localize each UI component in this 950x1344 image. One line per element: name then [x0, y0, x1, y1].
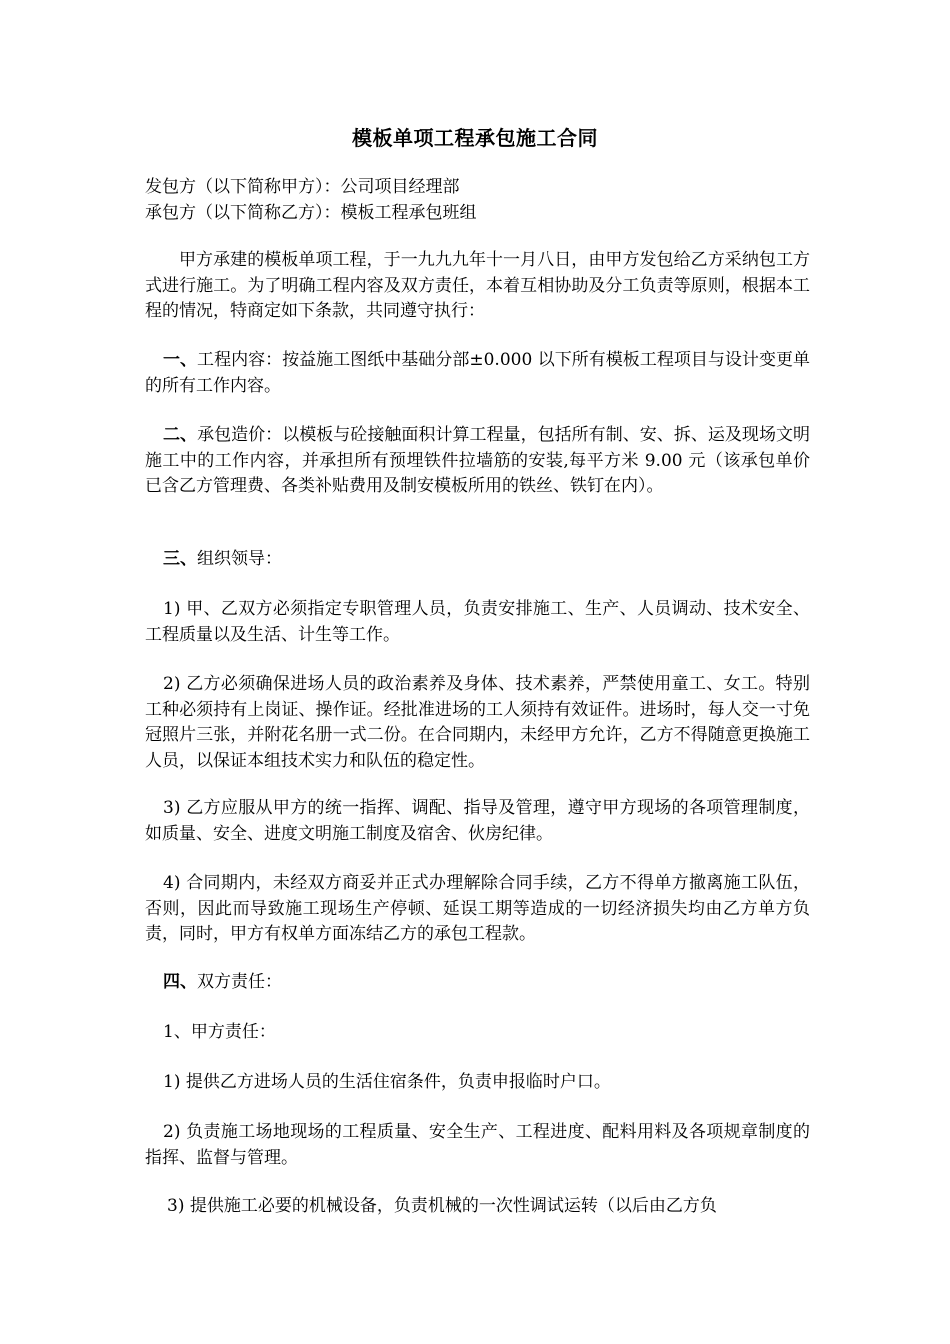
section-3-heading-line	[145, 547, 810, 573]
sub-heading: 1、甲方责任：	[163, 1022, 276, 1042]
section-3-text: 组织领导：	[197, 549, 282, 569]
section-1-heading: 一、	[163, 350, 198, 370]
party-a-line: 发包方（以下简称甲方）：公司项目经理部	[145, 177, 460, 197]
list-item: 3) 提供施工必要的机械设备，负责机械的一次性调试运转（以后由乙方负	[167, 1196, 717, 1216]
section-4-heading-line	[145, 970, 810, 996]
list-item: 1) 提供乙方进场人员的生活住宿条件，负责申报临时户口。	[163, 1072, 611, 1092]
section-2-text: 承包造价：以模板与砼接触面积计算工程量，包括所有制、安、拆、运及现场文明施工中的工作内容，并承担所有预埋铁件拉墙筋的安装,每平方米 9.00 元（该承包单价已含乙方管理费、各类补贴费用及制安模板所用的铁丝、铁钉在内）。	[145, 425, 811, 496]
list-item: 2) 负责施工场地现场的工程质量、安全生产、工程进度、配料用料及各项规章制度的指挥、监督与管理。	[145, 1122, 810, 1168]
section-3-item-3	[145, 796, 810, 847]
section-2-heading: 二、	[163, 425, 198, 445]
section-4-text: 双方责任：	[197, 972, 282, 992]
section-4-sub-1	[145, 1020, 810, 1046]
section-1	[145, 348, 810, 399]
intro-text: 甲方承建的模板单项工程，于一九九九年十一月八日，由甲方发包给乙方采纳包工方式进行施工。为了明确工程内容及双方责任，本着互相协助及分工负责等原则，根据本工程的情况，特商定如下条款，共同遵守执行：	[145, 250, 810, 321]
section-3	[145, 547, 810, 573]
section-2	[145, 423, 810, 500]
section-1-paragraph	[145, 348, 810, 399]
list-item: 3) 乙方应服从甲方的统一指挥、调配、指导及管理，遵守甲方现场的各项管理制度，如质量、安全、进度文明施工制度及宿舍、伙房纪律。	[145, 798, 810, 844]
list-item: 4) 合同期内，未经双方商妥并正式办理解除合同手续，乙方不得单方撤离施工队伍，否则，因此而导致施工现场生产停顿、延误工期等造成的一切经济损失均由乙方单方负责，同时，甲方有权单方面冻结乙方的承包工程款。	[145, 873, 810, 944]
party-b-line: 承包方（以下简称乙方）：模板工程承包班组	[145, 202, 477, 223]
section-4-item-1	[145, 1070, 810, 1096]
intro-paragraph	[145, 248, 810, 325]
section-4-heading: 四、	[163, 972, 197, 992]
section-4-item-3	[145, 1194, 810, 1220]
party-info	[145, 175, 810, 226]
section-3-item-2	[145, 672, 810, 774]
section-2-paragraph	[145, 423, 810, 500]
section-4-item-2	[145, 1120, 810, 1171]
section-1-text: 工程内容：按益施工图纸中基础分部±0.000 以下所有模板工程项目与设计变更单的所有工作内容。	[145, 350, 810, 396]
list-item: 2) 乙方必须确保进场人员的政治素养及身体、技术素养，严禁使用童工、女工。特别工种必须持有上岗证、操作证。经批准进场的工人须持有效证件。进场时，每人交一寸免冠照片三张，并附花名册一式二份。在合同期内，未经甲方允许，乙方不得随意更换施工人员，以保证本组技术实力和队伍的稳定性。	[145, 674, 810, 771]
section-3-item-4	[145, 871, 810, 948]
section-4	[145, 970, 810, 996]
list-item: 1) 甲、乙双方必须指定专职管理人员，负责安排施工、生产、人员调动、技术安全、工程质量以及生活、计生等工作。	[145, 599, 810, 645]
section-3-item-1	[145, 597, 810, 648]
section-3-heading: 三、	[163, 549, 197, 569]
document-title: 模板单项工程承包施工合同	[352, 126, 598, 150]
